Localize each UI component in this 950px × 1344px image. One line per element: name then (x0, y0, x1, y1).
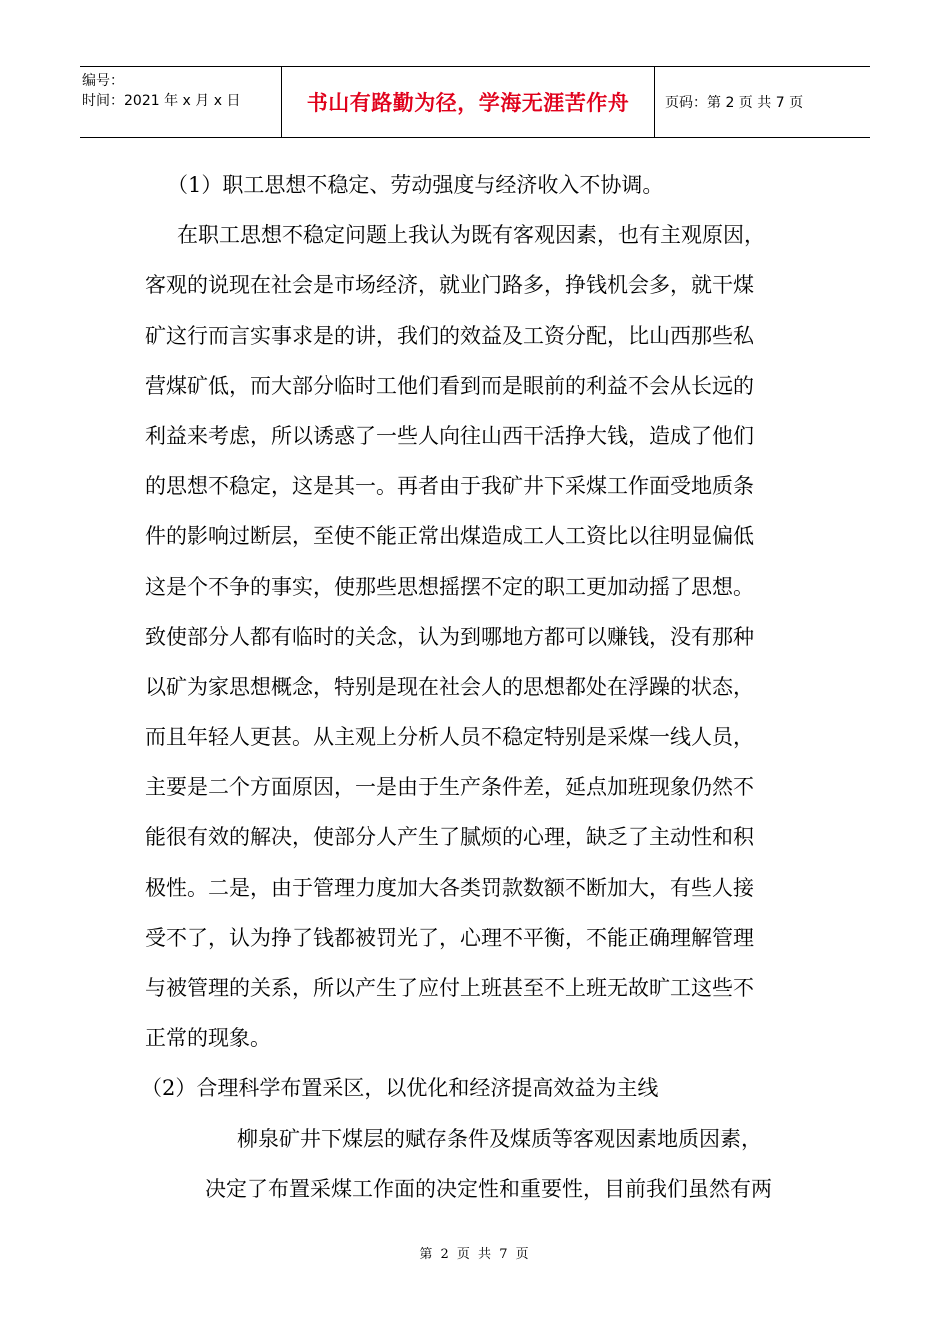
paragraph-line: 正常的现象。 (145, 1026, 271, 1051)
paragraph-line: 以矿为家思想概念，特别是现在社会人的思想都处在浮躁的状态， (145, 674, 754, 699)
header-meta (80, 67, 282, 137)
paragraph-line: 这是个不争的事实，使那些思想摇摆不定的职工更加动摇了思想。 (145, 574, 754, 599)
paragraph-line: 能很有效的解决，使部分人产生了腻烦的心理，缺乏了主动性和积 (145, 825, 754, 850)
paragraph-line: 客观的说现在社会是市场经济，就业门路多，挣钱机会多，就干煤 (145, 273, 754, 298)
page-footer: 第 2 页 共 7 页 (419, 1247, 531, 1262)
paragraph-line: 而且年轻人更甚。从主观上分析人员不稳定特别是采煤一线人员， (145, 725, 754, 750)
paragraph-line: 矿这行而言实事求是的讲，我们的效益及工资分配，比山西那些私 (145, 323, 754, 348)
paragraph-line: 决定了布置采煤工作面的决定性和重要性，目前我们虽然有两 (205, 1176, 772, 1201)
section-heading-2: （2）合理科学布置采区，以优化和经济提高效益为主线 (141, 1076, 659, 1101)
paragraph-line: 受不了，认为挣了钱都被罚光了，心理不平衡，不能正确理解管理 (145, 925, 754, 950)
paragraph-line: 主要是二个方面原因，一是由于生产条件差，延点加班现象仍然不 (145, 775, 754, 800)
paragraph-line: 极性。二是，由于管理力度加大各类罚款数额不断加大，有些人接 (145, 875, 754, 900)
paragraph-line: 件的影响过断层，至使不能正常出煤造成工人工资比以往明显偏低 (145, 524, 754, 549)
document-body (141, 160, 805, 1214)
document-number: 编号： (82, 73, 124, 89)
page-header (80, 66, 870, 138)
document-date: 时间：2021 年 x 月 x 日 (82, 93, 241, 109)
section-heading-1: （1）职工思想不稳定、劳动强度与经济收入不协调。 (167, 173, 664, 197)
paragraph-line: 致使部分人都有临时的关念，认为到哪地方都可以赚钱，没有那种 (145, 624, 754, 649)
paragraph-line: 柳泉矿井下煤层的赋存条件及煤质等客观因素地质因素， (237, 1126, 762, 1151)
paragraph-line: 利益来考虑，所以诱惑了一些人向往山西干活挣大钱，造成了他们 (145, 423, 754, 448)
paragraph-line: 营煤矿低，而大部分临时工他们看到而是眼前的利益不会从长远的 (145, 373, 754, 398)
header-motto: 书山有路勤为径，学海无涯苦作舟 (282, 67, 655, 137)
paragraph-line: 与被管理的关系，所以产生了应付上班甚至不上班无故旷工这些不 (145, 976, 754, 1000)
paragraph-line: 在职工思想不稳定问题上我认为既有客观因素，也有主观原因， (177, 223, 765, 248)
paragraph-line: 的思想不稳定，这是其一。再者由于我矿井下采煤工作面受地质条 (145, 474, 754, 499)
header-page-info: 页码：第 2 页 共 7 页 (665, 95, 804, 111)
